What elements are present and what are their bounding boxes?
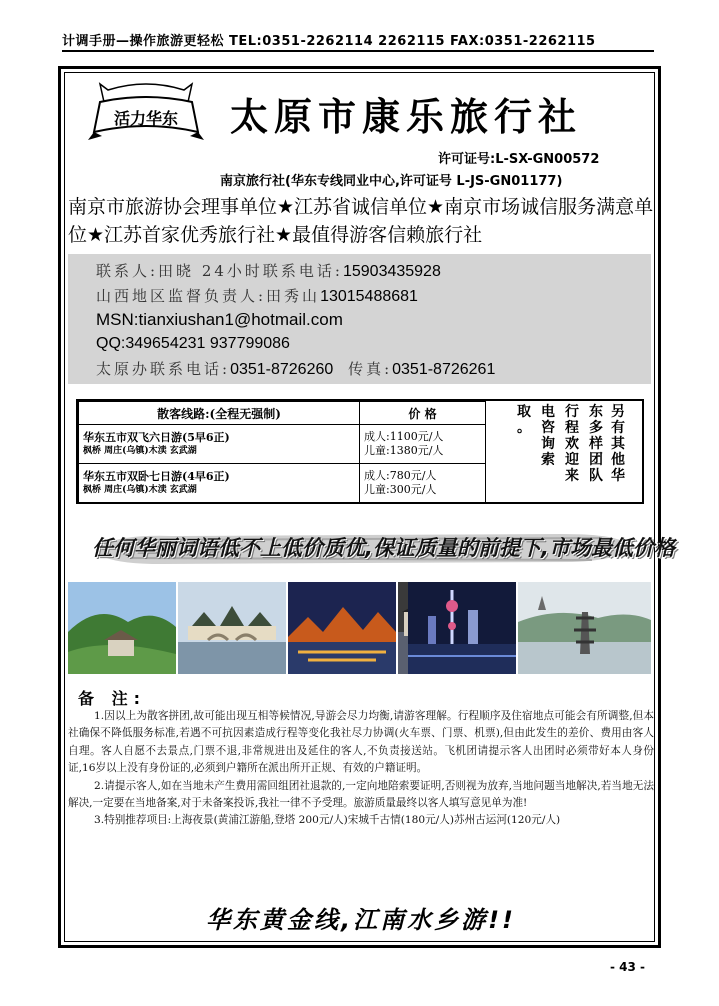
note-paragraph: 3.特别推荐项目:上海夜景(黄浦江游船,登塔 200元/人)宋城千古情(180元/人)苏州古运河(120元/人)	[94, 814, 561, 827]
child-price: 儿童:300元/人	[364, 483, 437, 496]
photo-garden-pagoda-image	[68, 582, 176, 674]
contact-line-office	[96, 358, 495, 379]
note-paragraph: 2.请提示客人,如在当地未产生费用需回组团社退款的,一定向地陪索要证明,否则视为放弃,当地问题当地解决,若当地无法解决,一定要在当地备案,对于未备案投诉,我社一律不予受理。旅游质量最终以客人填写意见单为准!	[68, 779, 654, 810]
license-number: 许可证号:L-SX-GN00572	[438, 152, 600, 167]
contact-line-phone	[96, 260, 441, 281]
side-note-column: 行 程 欢 迎 来	[565, 404, 579, 484]
photo-west-lake-pagoda-image	[518, 582, 651, 674]
route-cell	[79, 464, 360, 503]
logo-badge	[88, 80, 204, 144]
notes-title: 备 注:	[78, 689, 146, 708]
contact-line-msn	[96, 310, 343, 330]
scenery-photo-strip	[68, 582, 651, 674]
contact-box	[68, 254, 651, 384]
notes-body	[68, 708, 654, 830]
logo-text: 活力华东	[113, 109, 178, 128]
side-note-column: 东 多 样 团 队	[589, 404, 603, 484]
photo-shanghai-skyline-image	[408, 582, 516, 674]
contact-label: 联系人:田晓 24小时联系电话:	[96, 262, 343, 280]
photo-five-pavilion-bridge-image	[178, 582, 286, 674]
route-name: 华东五市双卧七日游(4早6正)	[83, 469, 230, 483]
route-price-table	[78, 401, 486, 503]
side-note-column: 另 有 其 他 华	[611, 404, 625, 484]
adult-price: 成人:1100元/人	[364, 430, 444, 443]
header-contact-line: 计调手册—操作旅游更轻松 TEL:0351-2262114 2262115 FAX:0351-2262115	[62, 34, 596, 49]
column-header-price: 价 格	[360, 402, 486, 425]
contact-value: 0351-8726261	[392, 361, 496, 378]
price-cell	[360, 425, 486, 464]
route-stops: 枫桥 周庄(乌镇)木渎 玄武湖	[83, 445, 197, 456]
contact-value: 15903435928	[342, 263, 441, 280]
page-number: - 43 -	[610, 960, 646, 974]
contact-value: 0351-8726260	[230, 361, 334, 378]
contact-label: 太原办联系电话:	[96, 360, 231, 378]
contact-line-qq	[96, 334, 290, 353]
table-row	[79, 464, 486, 503]
contact-value: MSN:tianxiushan1@hotmail.com	[96, 310, 343, 329]
route-stops: 枫桥 周庄(乌镇)木渎 玄武湖	[83, 484, 197, 495]
route-name: 华东五市双飞六日游(5早6正)	[83, 430, 230, 444]
price-slogan-banner	[92, 530, 675, 566]
side-note-vertical	[488, 404, 638, 496]
banner-text: 任何华丽词语低不上低价质优,保证质量的前提下,市场最低价格	[92, 536, 675, 560]
agency-name: 太原市康乐旅行社	[230, 94, 583, 139]
contact-line-supervisor	[96, 285, 418, 306]
slogan: 华东黄金线,江南水乡游!!	[205, 906, 516, 934]
child-price: 儿童:1380元/人	[364, 444, 444, 457]
route-cell	[79, 425, 360, 464]
adult-price: 成人:780元/人	[364, 469, 437, 482]
honors-text: 南京市旅游协会理事单位★江苏省诚信单位★南京市场诚信服务满意单位★江苏首家优秀旅行社★最值得游客信赖旅行社	[68, 196, 654, 246]
side-note-column: 电 咨 询 索	[541, 404, 555, 468]
price-cell	[360, 464, 486, 503]
contact-label: 山西地区监督负责人:田秀山	[96, 287, 321, 305]
column-header-route: 散客线路:(全程无强制)	[79, 402, 360, 425]
contact-label: 传真:	[348, 360, 393, 378]
side-note-column: 取 。	[517, 404, 531, 436]
header-divider	[62, 50, 654, 52]
nanjing-license-number: 南京旅行社(华东专线同业中心,许可证号 L-JS-GN01177)	[220, 174, 563, 189]
note-paragraph: 1.因以上为散客拼团,故可能出现互相等候情况,导游会尽力均衡,请游客理解。行程顺序及住宿地点可能会有所调整,但本社确保不降低服务标准,若遇不可抗因素造成行程等变化我社尽力协调(火车票、门票、机票),但由此发生的差价、费用由客人自理。客人自愿不去景点,门票不退,非常规进出及延住的客人,不负责接送站。飞机团请提示客人出团时必须带好本人身份证,16岁以上没有身份证的,必须到户籍所在派出所开正规、有效的户籍证明。	[68, 710, 654, 775]
photo-night-river-image	[288, 582, 396, 674]
contact-value: 13015488681	[320, 288, 418, 305]
table-row	[79, 425, 486, 464]
table-header-row	[79, 402, 486, 425]
contact-value: QQ:349654231 937799086	[96, 335, 290, 352]
